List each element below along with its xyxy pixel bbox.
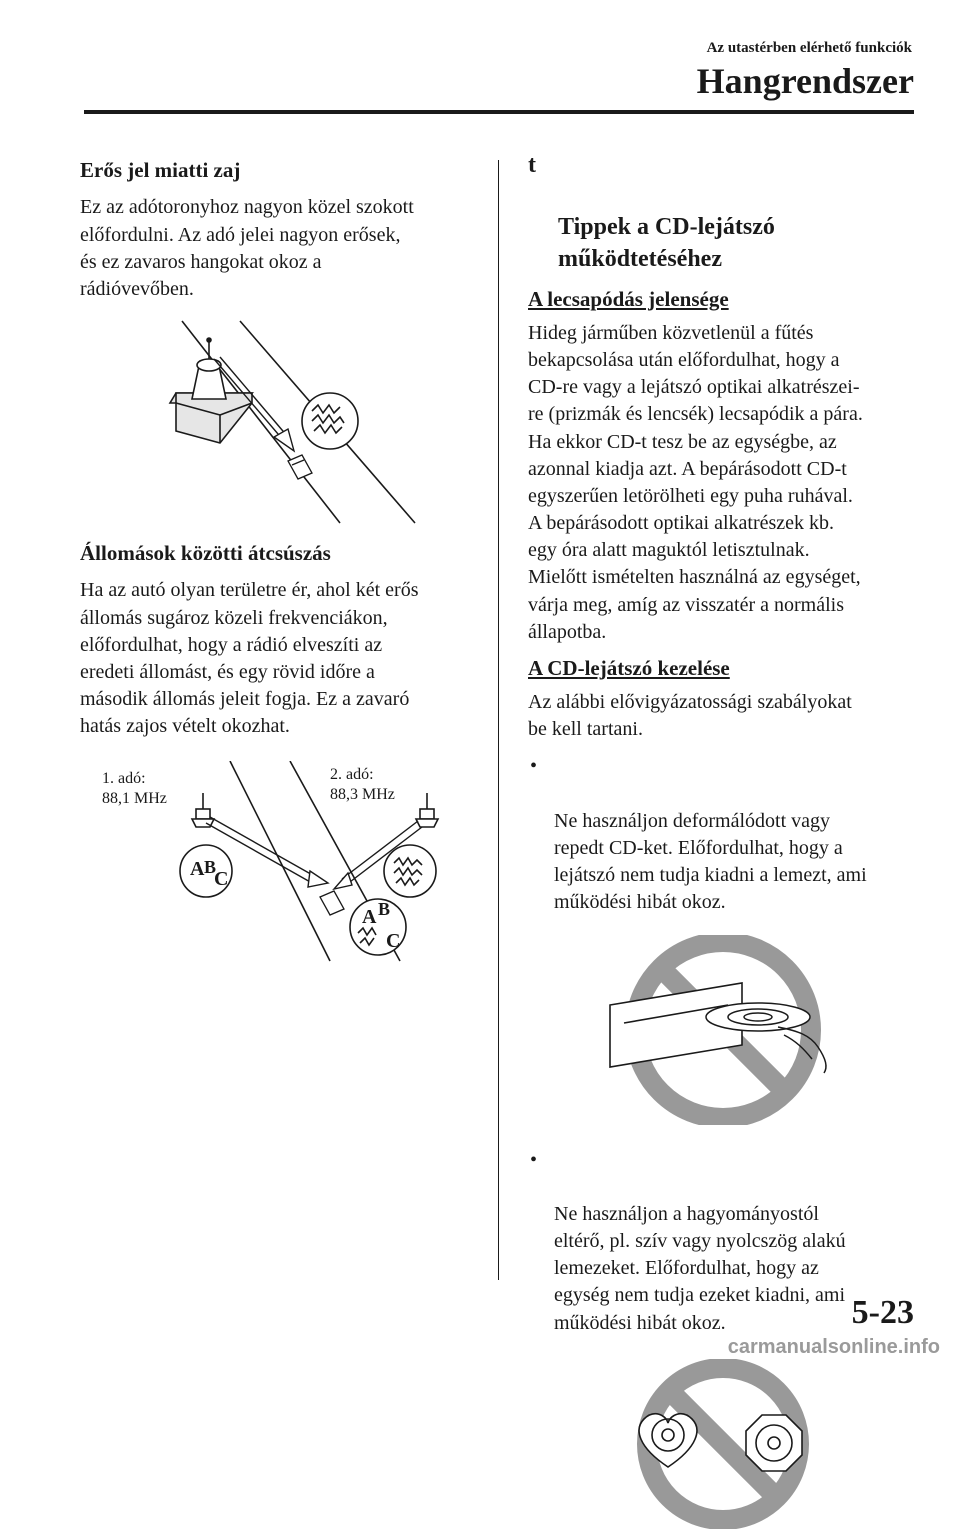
bullet-deformed-cd <box>528 753 918 916</box>
station-1-label: 1. adó: <box>102 769 146 787</box>
illustration-no-shaped-cd <box>528 1359 918 1529</box>
paragraph-strong-signal-noise: Ez az adótoronyhoz nagyon közel szokott előfordulni. Az adó jelei nagyon erősek, és ez zavaros hangokat okoz a rádióvevőben. <box>80 196 414 300</box>
station-2-label: 2. adó: <box>330 765 374 783</box>
illustration-transmitter-noise <box>80 313 480 533</box>
paragraph-handling: Az alábbi elővigyázatossági szabályokat be kell tartani. <box>528 691 852 741</box>
station-2-frequency: 88,3 MHz <box>330 785 395 803</box>
transmitter-tower-icon <box>170 338 252 443</box>
road-edge-left <box>230 761 330 961</box>
paragraph-station-drift: Ha az autó olyan területre ér, ahol két erős állomás sugároz közeli frekvenciákon, előfordulhat, hogy a rádió elveszíti az eredeti állomást, és egy rövid időre a második állomás jeleit fogja. Ez a zavaró hatás zajos vételt okozhat. <box>80 579 419 738</box>
section-label: Az utastérben elérhető funkciók <box>706 40 912 56</box>
svg-text:A: A <box>362 905 377 928</box>
heading-strong-signal-noise: Erős jel miatti zaj <box>80 158 241 182</box>
car-icon <box>320 891 344 915</box>
illustration-two-stations <box>80 761 480 991</box>
bullet-deformed-cd-text: Ne használjon deformálódott vagy repedt CD-ket. Előfordulhat, hogy a lejátszó nem tudja kiadni a lemezt, ami működési hibát okoz. <box>554 809 867 914</box>
transmitter-2-icon <box>416 793 438 827</box>
watermark: carmanualsonline.info <box>727 1336 940 1358</box>
svg-text:A: A <box>190 857 205 880</box>
bullet-dot: • <box>530 1148 538 1171</box>
heading-cd-tips <box>528 150 918 275</box>
chapter-title: Hangrendszer <box>696 61 914 101</box>
svg-text:B: B <box>204 856 217 877</box>
illustration-no-deformed-cd <box>528 935 918 1125</box>
bullet-dot: • <box>530 755 538 778</box>
paragraph-condensation: Hideg járműben közvetlenül a fűtés bekapcsolása után előfordulhat, hogy a CD-re vagy a lejátszó optikai alkatrészei- re (prizmák és lencsék) lecsapódik a pára. Ha ekkor CD-t tesz be az egységbe, az azonnal kiadja azt. A bepárásodott CD-t egyszerűen letörölheti egy puha ruhával. A bepárásodott optikai alkatrészek kb. egy óra alatt maguktól letisztulnak. Mielőtt ismételten használná az egységet, várja meg, amíg az visszatér a normális állapotba. <box>528 321 863 643</box>
noise-bubble-2-icon <box>384 845 436 897</box>
station-1-frequency: 88,1 MHz <box>102 789 167 807</box>
octagon-cd-icon <box>746 1415 802 1471</box>
bullet-shaped-cd-text: Ne használjon a hagyományostól eltérő, pl. szív vagy nyolcszög alakú lemezeket. Előfordulhat, hogy az egység nem tudja ezeket kiadni, ami működési hibát okoz. <box>554 1202 846 1334</box>
heading-cd-tips-text: Tippek a CD-lejátszó működtetéséhez <box>558 214 775 272</box>
subheading-handling: A CD-lejátszó kezelése <box>528 656 730 680</box>
page-number: 5-23 <box>851 1294 914 1331</box>
header-rule <box>84 110 914 114</box>
warped-cd-icon <box>706 1003 810 1031</box>
section-marker: t <box>528 152 536 178</box>
svg-text:B: B <box>378 898 391 919</box>
heading-station-drift: Állomások közötti átcsúszás <box>80 541 331 566</box>
svg-text:C: C <box>214 867 229 890</box>
subheading-condensation: A lecsapódás jelensége <box>528 286 729 311</box>
left-column <box>80 150 480 991</box>
transmitter-1-icon <box>192 793 214 827</box>
column-divider <box>498 160 499 1280</box>
svg-text:C: C <box>386 929 401 952</box>
car-icon <box>288 455 312 479</box>
noise-bubble-icon <box>302 393 358 449</box>
